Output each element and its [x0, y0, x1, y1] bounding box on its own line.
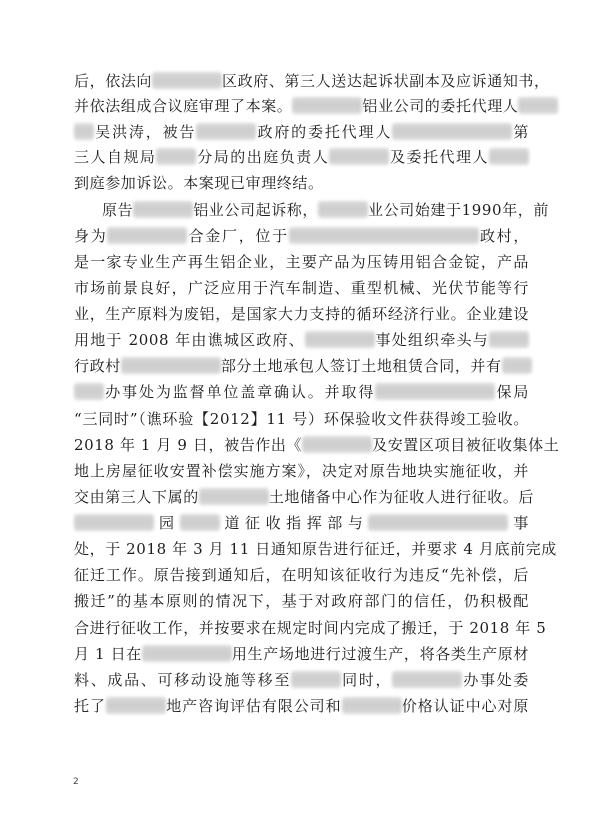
text-line-content: 吴洪涛，被告 政府的委托代理人 第: [74, 123, 529, 141]
text-line: [74, 408, 529, 430]
text-line-content: 料、成品、可移动设施等移至 同时， 办事处委: [74, 671, 529, 689]
text-line: [74, 329, 529, 351]
text-line-content: 是一家专业生产再生铝企业，主要产品为压铸用铝合金锭，产品: [74, 253, 529, 271]
text-line: [74, 95, 529, 117]
redaction-blur: [518, 97, 558, 114]
text-line: [74, 225, 529, 247]
text-line-content: 并依法组成合议庭审理了本案。 铝业公司的委托代理人: [74, 97, 558, 115]
redaction-blur: [121, 357, 221, 374]
text-line-content: 地上房屋征收安置补偿实施方案》，决定对原告地块实施征收，并: [74, 462, 529, 480]
redaction-blur: [489, 331, 529, 348]
redaction-blur: [329, 148, 389, 165]
redaction-blur: [392, 123, 512, 140]
text-line: [74, 669, 529, 691]
text-line-content: 2018 年 1 月 9 日，被告作出《 及安置区项目被征收集体土: [74, 436, 560, 454]
redaction-blur: [291, 671, 341, 688]
redaction-blur: [74, 514, 154, 531]
redaction-blur: [375, 383, 495, 400]
text-line-content: 办事处为监督单位盖章确认。并取得 保局: [74, 383, 529, 401]
redaction-blur: [180, 514, 220, 531]
redaction-blur: [368, 514, 508, 531]
text-line: [74, 695, 529, 717]
page-number: 2: [73, 777, 79, 787]
text-line-content: 月 1 日在 用生产场地进行过渡生产，将各类生产原材: [74, 645, 529, 663]
text-line: [74, 199, 549, 221]
text-line: [74, 121, 529, 143]
redaction-blur: [156, 148, 196, 165]
text-line: [74, 512, 529, 534]
text-line: [74, 460, 529, 482]
text-line: [74, 70, 550, 92]
text-line: [74, 277, 529, 299]
text-line-content: 用地于 2008 年由谯城区政府、 事处组织牵头与: [74, 331, 529, 349]
text-line: [74, 617, 547, 639]
redaction-blur: [502, 357, 532, 374]
text-line: [74, 564, 529, 586]
text-line: [74, 486, 535, 508]
text-line: [74, 172, 529, 194]
text-line-content: 合进行征收工作，并按要求在规定时间内完成了搬迁，于 2018 年 5: [74, 619, 547, 637]
redaction-blur: [106, 697, 166, 714]
text-line-content: 到庭参加诉讼。本案现已审理终结。: [74, 174, 324, 192]
text-line: [74, 355, 529, 377]
text-line-content: 搬迁”的基本原则的情况下，基于对政府部门的信任，仍积极配: [74, 592, 529, 610]
redaction-blur: [305, 331, 375, 348]
redaction-blur: [318, 201, 368, 218]
redaction-blur: [199, 488, 269, 505]
redaction-blur: [142, 645, 232, 662]
redaction-blur: [152, 72, 222, 89]
text-line-content: 原告 铝业公司起诉称， 业公司始建于1990年，前: [102, 201, 549, 219]
redaction-blur: [196, 123, 256, 140]
text-line: [74, 434, 560, 456]
redaction-blur: [292, 97, 362, 114]
redaction-blur: [392, 671, 462, 688]
text-line-content: 征迁工作。原告接到通知后，在明知该征收行为违反“先补偿，后: [74, 566, 529, 584]
redaction-blur: [107, 227, 187, 244]
redaction-blur: [74, 123, 94, 140]
text-line-content: “三同时”（谯环验【2012】11 号）环保验收文件获得竣工验收。: [74, 410, 529, 428]
redaction-blur: [489, 148, 529, 165]
text-line: [74, 643, 529, 665]
text-line: [74, 251, 529, 273]
redaction-blur: [342, 697, 402, 714]
text-line-content: 身为 合金厂，位于 政村，: [74, 227, 529, 245]
redaction-blur: [74, 383, 104, 400]
text-line: [74, 538, 557, 560]
text-line: [74, 146, 529, 168]
text-line: [74, 381, 529, 403]
text-line-content: 托了 地产咨询评估有限公司和 价格认证中心对原: [74, 697, 529, 715]
text-line-content: 处，于 2018 年 3 月 11 日通知原告进行征迁，并要求 4 月底前完成: [74, 540, 557, 558]
redaction-blur: [289, 227, 479, 244]
text-line-content: 交由第三人下属的 土地储备中心作为征收人进行征收。后: [74, 488, 535, 506]
text-line-content: 业，生产原料为废铝，是国家大力支持的循环经济行业。企业建设: [74, 305, 529, 323]
redaction-blur: [302, 436, 372, 453]
text-line-content: 行政村 部分土地承包人签订土地租赁合同，并有: [74, 357, 532, 375]
text-line: [74, 590, 529, 612]
text-line: [74, 303, 529, 325]
text-line-content: 后，依法向 区政府、第三人送达起诉状副本及应诉通知书，: [74, 72, 550, 90]
redaction-blur: [133, 201, 193, 218]
text-line-content: 市场前景良好，广泛应用于汽车制造、重型机械、光伏节能等行: [74, 279, 529, 297]
text-line-content: 园 道征收指挥部与 事: [74, 514, 529, 532]
text-line-content: 三人自规局 分局的出庭负责人 及委托代理人: [74, 148, 529, 166]
